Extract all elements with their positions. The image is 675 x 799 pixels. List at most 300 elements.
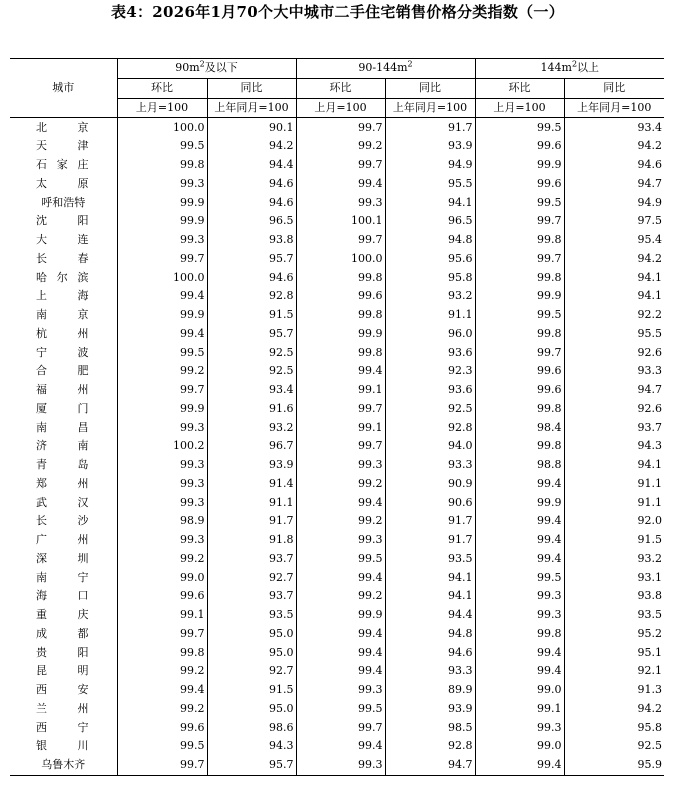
- city-cell: [10, 550, 117, 569]
- medium-mom-value: 99.4: [296, 362, 385, 381]
- table-row: [10, 718, 664, 737]
- large-yoy-value: 95.5: [564, 325, 664, 344]
- small-yoy-value: 92.8: [207, 287, 296, 306]
- city-name-char: 庄: [77, 158, 89, 172]
- table-row: [10, 400, 664, 419]
- city-name-char: 郑: [36, 476, 47, 490]
- small-yoy-value: 91.4: [207, 475, 296, 494]
- city-name-char: 尔: [56, 270, 68, 284]
- small-yoy-value: 96.5: [207, 212, 296, 231]
- large-yoy-value: 94.7: [564, 381, 664, 400]
- table-row: [10, 250, 664, 269]
- medium-yoy-value: 95.5: [385, 175, 475, 194]
- small-mom-value: 99.7: [117, 756, 207, 775]
- medium-yoy-value: 93.5: [385, 550, 475, 569]
- medium-yoy-value: 93.3: [385, 662, 475, 681]
- large-yoy-value: 95.1: [564, 643, 664, 662]
- city-cell: [10, 587, 117, 606]
- city-cell: [10, 287, 117, 306]
- large-mom-value: 99.0: [475, 737, 564, 756]
- medium-mom-value: 99.3: [296, 681, 385, 700]
- city-name-char: 春: [77, 251, 89, 265]
- medium-yoy-value: 96.0: [385, 325, 475, 344]
- city-cell: [10, 606, 117, 625]
- large-yoy-value: 91.1: [564, 475, 664, 494]
- medium-yoy-value: 92.8: [385, 418, 475, 437]
- large-mom-value: 99.8: [475, 400, 564, 419]
- header-row-groups: [10, 59, 664, 79]
- city-cell: [10, 437, 117, 456]
- city-cell: [10, 231, 117, 250]
- large-yoy-value: 92.0: [564, 512, 664, 531]
- medium-mom-value: 99.4: [296, 568, 385, 587]
- large-yoy-value: 94.2: [564, 137, 664, 156]
- small-yoy-value: 94.6: [207, 175, 296, 194]
- small-yoy-value: 93.5: [207, 606, 296, 625]
- large-yoy-value: 95.2: [564, 625, 664, 644]
- city-name-char: 州: [77, 383, 89, 397]
- small-mom-value: 99.2: [117, 550, 207, 569]
- large-mom-value: 99.9: [475, 287, 564, 306]
- large-yoy-value: 94.7: [564, 175, 664, 194]
- city-cell: [10, 456, 117, 475]
- table-row: [10, 381, 664, 400]
- small-yoy-value: 92.7: [207, 662, 296, 681]
- table-row: [10, 268, 664, 287]
- city-name-char: 武: [36, 495, 47, 509]
- medium-mom-value: 99.4: [296, 643, 385, 662]
- table-row: [10, 643, 664, 662]
- city-name-char: 广: [36, 533, 47, 547]
- small-yoy-value: 95.0: [207, 625, 296, 644]
- city-name-char: 贵: [36, 645, 47, 659]
- city-name-char: 明: [77, 664, 89, 678]
- city-name-char: 太: [36, 176, 47, 190]
- group-header-medium: $90-144m^2$: [296, 59, 475, 79]
- large-mom-value: 99.4: [475, 531, 564, 550]
- city-cell: [10, 718, 117, 737]
- small-mom-value: 99.9: [117, 306, 207, 325]
- table-body: [10, 118, 664, 775]
- city-cell: [10, 737, 117, 756]
- medium-yoy-value: 92.8: [385, 737, 475, 756]
- city-cell: [10, 400, 117, 419]
- city-cell: [10, 268, 117, 287]
- large-mom-value: 99.8: [475, 325, 564, 344]
- city-name-char: 银: [36, 739, 47, 753]
- large-yoy-value: 93.3: [564, 362, 664, 381]
- medium-mom-value: 99.1: [296, 381, 385, 400]
- medium-yoy-value: 93.6: [385, 381, 475, 400]
- small-mom-value: 99.1: [117, 606, 207, 625]
- medium-yoy-value: 93.6: [385, 343, 475, 362]
- medium-yoy-value: 94.1: [385, 587, 475, 606]
- medium-yoy-value: 93.9: [385, 700, 475, 719]
- medium-yoy-value: 94.9: [385, 156, 475, 175]
- medium-mom-value: 99.7: [296, 231, 385, 250]
- large-yoy-value: 93.1: [564, 568, 664, 587]
- large-yoy-value: 93.8: [564, 587, 664, 606]
- large-yoy-value: 92.1: [564, 662, 664, 681]
- yoy-base: 上年同月=100: [564, 98, 664, 118]
- yoy-header: 同比: [564, 78, 664, 98]
- mom-base: 上月=100: [117, 98, 207, 118]
- small-yoy-value: 94.3: [207, 737, 296, 756]
- small-mom-value: 99.3: [117, 231, 207, 250]
- city-name-char: 南: [36, 420, 47, 434]
- large-yoy-value: 92.5: [564, 737, 664, 756]
- small-mom-value: 99.4: [117, 287, 207, 306]
- large-mom-value: 99.5: [475, 306, 564, 325]
- city-name-char: 长: [36, 514, 47, 528]
- small-mom-value: 99.5: [117, 343, 207, 362]
- city-cell: [10, 512, 117, 531]
- medium-mom-value: 99.3: [296, 456, 385, 475]
- city-cell: [10, 212, 117, 231]
- small-mom-value: 99.3: [117, 493, 207, 512]
- small-mom-value: 98.9: [117, 512, 207, 531]
- city-name-char: 福: [36, 383, 47, 397]
- city-cell: [10, 156, 117, 175]
- table-row: [10, 362, 664, 381]
- city-name-char: 宁: [77, 570, 89, 584]
- medium-yoy-value: 91.7: [385, 118, 475, 137]
- large-yoy-value: 91.5: [564, 531, 664, 550]
- yoy-base: 上年同月=100: [207, 98, 296, 118]
- medium-mom-value: 99.7: [296, 156, 385, 175]
- group-header-small: $90m^2$及以下: [117, 59, 296, 79]
- small-mom-value: 99.7: [117, 250, 207, 269]
- medium-mom-value: 100.1: [296, 212, 385, 231]
- city-name-char: 兰: [36, 701, 47, 715]
- large-mom-value: 99.4: [475, 756, 564, 775]
- small-mom-value: 99.3: [117, 418, 207, 437]
- small-yoy-value: 95.0: [207, 643, 296, 662]
- city-name-char: 波: [77, 345, 89, 359]
- table-row: [10, 193, 664, 212]
- table-row: [10, 437, 664, 456]
- city-name-char: 阳: [77, 214, 89, 228]
- city-name-char: 岛: [77, 458, 89, 472]
- city-cell: [10, 625, 117, 644]
- large-mom-value: 99.3: [475, 587, 564, 606]
- small-mom-value: 99.6: [117, 587, 207, 606]
- small-yoy-value: 92.7: [207, 568, 296, 587]
- city-name-char: 庆: [77, 608, 89, 622]
- table-row: [10, 156, 664, 175]
- yoy-header: 同比: [207, 78, 296, 98]
- city-name-char: 昆: [36, 664, 47, 678]
- city-cell: [10, 137, 117, 156]
- mom-base: 上月=100: [475, 98, 564, 118]
- medium-mom-value: 99.7: [296, 400, 385, 419]
- city-name-char: 京: [77, 120, 89, 134]
- small-yoy-value: 95.7: [207, 325, 296, 344]
- city-name-char: 圳: [77, 551, 89, 565]
- table-row: [10, 606, 664, 625]
- table-row: [10, 512, 664, 531]
- small-yoy-value: 91.8: [207, 531, 296, 550]
- large-yoy-value: 94.9: [564, 193, 664, 212]
- large-mom-value: 99.4: [475, 512, 564, 531]
- city-name-char: 津: [77, 139, 89, 153]
- city-cell: [10, 643, 117, 662]
- city-cell: [10, 325, 117, 344]
- large-mom-value: 99.7: [475, 343, 564, 362]
- table-row: [10, 493, 664, 512]
- large-mom-value: 99.4: [475, 662, 564, 681]
- table-row: [10, 212, 664, 231]
- small-mom-value: 99.4: [117, 681, 207, 700]
- small-mom-value: 99.9: [117, 193, 207, 212]
- city-name-char: 门: [77, 401, 89, 415]
- small-yoy-value: 94.2: [207, 137, 296, 156]
- medium-yoy-value: 90.6: [385, 493, 475, 512]
- city-name-char: 肥: [77, 364, 89, 378]
- small-mom-value: 99.0: [117, 568, 207, 587]
- mom-base: 上月=100: [296, 98, 385, 118]
- medium-mom-value: 99.6: [296, 287, 385, 306]
- large-yoy-value: 92.2: [564, 306, 664, 325]
- large-mom-value: 99.6: [475, 175, 564, 194]
- large-yoy-value: 93.7: [564, 418, 664, 437]
- mom-header: 环比: [475, 78, 564, 98]
- medium-mom-value: 99.9: [296, 606, 385, 625]
- table-row: [10, 287, 664, 306]
- city-name-char: 重: [36, 608, 47, 622]
- table-row: [10, 531, 664, 550]
- table-row: [10, 587, 664, 606]
- medium-mom-value: 99.4: [296, 175, 385, 194]
- table-row: [10, 475, 664, 494]
- city-cell: [10, 568, 117, 587]
- medium-mom-value: 99.5: [296, 700, 385, 719]
- small-yoy-value: 96.7: [207, 437, 296, 456]
- medium-yoy-value: 94.4: [385, 606, 475, 625]
- medium-mom-value: 99.8: [296, 306, 385, 325]
- small-yoy-value: 95.7: [207, 250, 296, 269]
- large-yoy-value: 93.2: [564, 550, 664, 569]
- medium-yoy-value: 92.3: [385, 362, 475, 381]
- medium-mom-value: 99.4: [296, 737, 385, 756]
- city-name-char: 海: [36, 589, 47, 603]
- city-name-char: 阳: [77, 645, 89, 659]
- small-mom-value: 99.8: [117, 643, 207, 662]
- large-yoy-value: 95.8: [564, 718, 664, 737]
- large-yoy-value: 95.9: [564, 756, 664, 775]
- medium-yoy-value: 90.9: [385, 475, 475, 494]
- small-yoy-value: 91.1: [207, 493, 296, 512]
- medium-mom-value: 99.7: [296, 437, 385, 456]
- yoy-header: 同比: [385, 78, 475, 98]
- city-name-char: 合: [36, 364, 47, 378]
- yoy-base: 上年同月=100: [385, 98, 475, 118]
- large-mom-value: 99.3: [475, 718, 564, 737]
- table-row: [10, 118, 664, 137]
- large-mom-value: 99.4: [475, 643, 564, 662]
- small-mom-value: 99.9: [117, 400, 207, 419]
- city-name-char: 厦: [36, 401, 47, 415]
- medium-yoy-value: 92.5: [385, 400, 475, 419]
- city-name-char: 石: [36, 158, 47, 172]
- small-yoy-value: 95.7: [207, 756, 296, 775]
- medium-yoy-value: 91.1: [385, 306, 475, 325]
- city-name-char: 南: [36, 570, 47, 584]
- city-cell: [10, 418, 117, 437]
- table-row: [10, 550, 664, 569]
- medium-mom-value: 99.4: [296, 625, 385, 644]
- city-name-char: 杭: [36, 326, 47, 340]
- small-mom-value: 99.8: [117, 156, 207, 175]
- large-mom-value: 99.8: [475, 231, 564, 250]
- large-mom-value: 99.6: [475, 137, 564, 156]
- large-yoy-value: 94.1: [564, 287, 664, 306]
- city-name-char: 西: [36, 720, 47, 734]
- city-name-char: 北: [36, 120, 47, 134]
- table-row: [10, 681, 664, 700]
- small-mom-value: 99.2: [117, 362, 207, 381]
- medium-yoy-value: 94.1: [385, 193, 475, 212]
- city-name-char: 青: [36, 458, 47, 472]
- city-name-char: 州: [77, 326, 89, 340]
- medium-yoy-value: 95.8: [385, 268, 475, 287]
- large-mom-value: 99.8: [475, 625, 564, 644]
- medium-yoy-value: 96.5: [385, 212, 475, 231]
- table-row: [10, 756, 664, 775]
- city-cell: [10, 381, 117, 400]
- medium-mom-value: 99.8: [296, 343, 385, 362]
- large-yoy-value: 94.3: [564, 437, 664, 456]
- small-mom-value: 99.2: [117, 700, 207, 719]
- small-yoy-value: 94.6: [207, 193, 296, 212]
- small-mom-value: 99.4: [117, 325, 207, 344]
- medium-mom-value: 99.8: [296, 268, 385, 287]
- large-yoy-value: 91.3: [564, 681, 664, 700]
- small-yoy-value: 93.7: [207, 587, 296, 606]
- city-name-char: 州: [77, 476, 89, 490]
- table-row: [10, 737, 664, 756]
- small-mom-value: 99.3: [117, 475, 207, 494]
- large-mom-value: 99.6: [475, 362, 564, 381]
- large-yoy-value: 94.2: [564, 250, 664, 269]
- medium-yoy-value: 95.6: [385, 250, 475, 269]
- table-row: [10, 456, 664, 475]
- city-name-char: 滨: [77, 270, 89, 284]
- city-name-char: 哈: [36, 270, 47, 284]
- mom-header: 环比: [296, 78, 385, 98]
- group-header-large: $144m^2$以上: [475, 59, 664, 79]
- city-name-char: 州: [77, 701, 89, 715]
- city-cell: [10, 118, 117, 137]
- large-mom-value: 99.6: [475, 381, 564, 400]
- city-name-char: 连: [77, 233, 89, 247]
- small-yoy-value: 91.5: [207, 306, 296, 325]
- large-mom-value: 99.5: [475, 193, 564, 212]
- large-mom-value: 99.4: [475, 550, 564, 569]
- medium-yoy-value: 93.3: [385, 456, 475, 475]
- city-name-char: 宁: [77, 720, 89, 734]
- table-row: [10, 306, 664, 325]
- large-mom-value: 99.8: [475, 437, 564, 456]
- large-yoy-value: 92.6: [564, 400, 664, 419]
- medium-mom-value: 100.0: [296, 250, 385, 269]
- small-yoy-value: 93.7: [207, 550, 296, 569]
- small-mom-value: 99.3: [117, 531, 207, 550]
- city-name-char: 原: [77, 176, 89, 190]
- city-cell: [10, 250, 117, 269]
- table-row: [10, 231, 664, 250]
- city-name-char: 西: [36, 683, 47, 697]
- medium-mom-value: 99.1: [296, 418, 385, 437]
- city-name-char: 昌: [77, 420, 89, 434]
- small-mom-value: 99.9: [117, 212, 207, 231]
- large-mom-value: 98.8: [475, 456, 564, 475]
- medium-yoy-value: 94.0: [385, 437, 475, 456]
- small-mom-value: 99.7: [117, 381, 207, 400]
- city-cell: [10, 531, 117, 550]
- medium-yoy-value: 91.7: [385, 512, 475, 531]
- city-name-char: 汉: [77, 495, 89, 509]
- medium-mom-value: 99.4: [296, 493, 385, 512]
- small-yoy-value: 93.9: [207, 456, 296, 475]
- small-mom-value: 99.5: [117, 737, 207, 756]
- city-name-char: 海: [77, 289, 89, 303]
- city-name-char: 沈: [36, 214, 47, 228]
- city-cell: [10, 756, 117, 775]
- city-name-char: 济: [36, 439, 47, 453]
- small-yoy-value: 93.8: [207, 231, 296, 250]
- small-yoy-value: 93.4: [207, 381, 296, 400]
- medium-yoy-value: 94.7: [385, 756, 475, 775]
- city-cell: [10, 662, 117, 681]
- small-yoy-value: 91.7: [207, 512, 296, 531]
- medium-yoy-value: 89.9: [385, 681, 475, 700]
- large-yoy-value: 97.5: [564, 212, 664, 231]
- large-yoy-value: 95.4: [564, 231, 664, 250]
- city-name-char: 长: [36, 251, 47, 265]
- medium-yoy-value: 94.8: [385, 231, 475, 250]
- city-name-char: 南: [36, 308, 47, 322]
- medium-mom-value: 99.5: [296, 550, 385, 569]
- city-name-char: 乌鲁木齐: [41, 758, 86, 772]
- city-header: 城市: [10, 59, 117, 118]
- city-cell: [10, 681, 117, 700]
- small-mom-value: 99.6: [117, 718, 207, 737]
- city-name-char: 天: [36, 139, 47, 153]
- medium-yoy-value: 94.1: [385, 568, 475, 587]
- medium-yoy-value: 98.5: [385, 718, 475, 737]
- city-name-char: 家: [56, 158, 68, 172]
- mom-header: 环比: [117, 78, 207, 98]
- city-name-char: 深: [36, 551, 47, 565]
- medium-mom-value: 99.2: [296, 475, 385, 494]
- city-name-char: 呼和浩特: [41, 195, 86, 209]
- city-name-char: 宁: [36, 345, 47, 359]
- medium-yoy-value: 94.6: [385, 643, 475, 662]
- city-name-char: 沙: [77, 514, 89, 528]
- large-mom-value: 99.9: [475, 493, 564, 512]
- city-name-char: 州: [77, 533, 89, 547]
- medium-mom-value: 99.9: [296, 325, 385, 344]
- large-mom-value: 99.5: [475, 568, 564, 587]
- large-mom-value: 99.8: [475, 268, 564, 287]
- city-name-char: 南: [77, 439, 89, 453]
- large-mom-value: 99.5: [475, 118, 564, 137]
- city-name-char: 成: [36, 626, 47, 640]
- small-yoy-value: 94.4: [207, 156, 296, 175]
- table-row: [10, 568, 664, 587]
- large-mom-value: 99.7: [475, 250, 564, 269]
